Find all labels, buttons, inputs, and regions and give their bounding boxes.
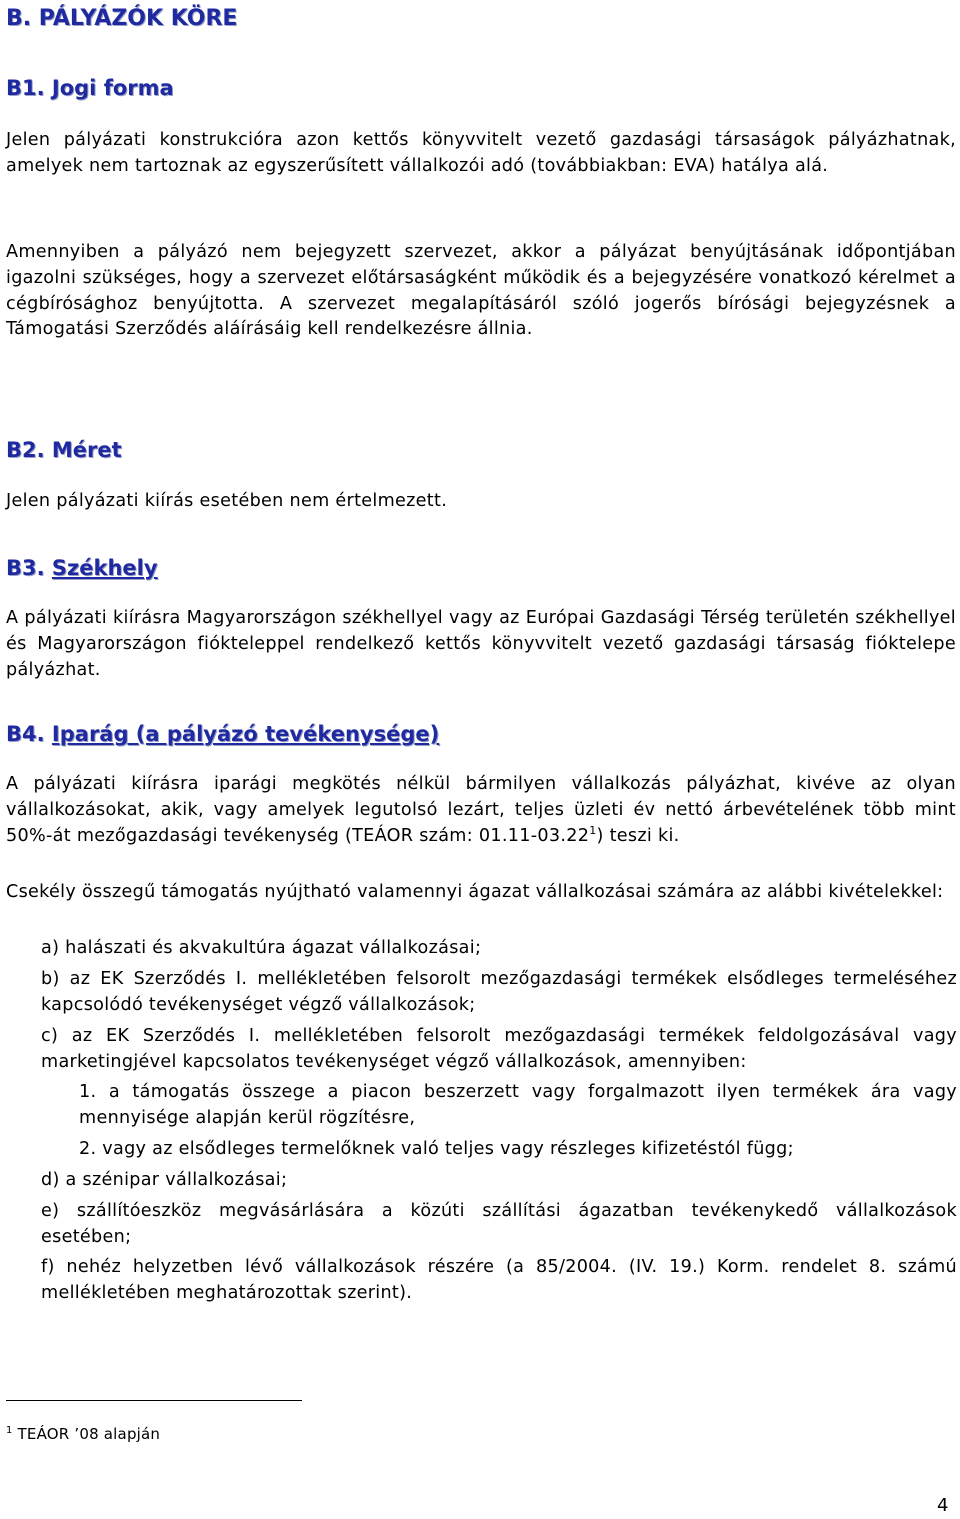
b4-paragraph-1-text: A pályázati kiírásra iparági megkötés nélkül bármilyen vállalkozás pályázhat, kivéve az olyan vállalkozásokat, akik, vagy amelyek legutolsó lezárt, teljes üzleti év nettó árbevételének több mint 50%-át mezőgazdasági tevékenység (TEÁOR szám: 01.11-03.22	[6, 774, 956, 846]
footnote-reference[interactable]: 1	[589, 823, 597, 837]
list-item-f: f) nehéz helyzetben lévő vállalkozások részére (a 85/2004. (IV. 19.) Korm. rendelet 8. számú mellékletében meghatározottak szerint).	[41, 1257, 957, 1303]
section-title: B. PÁLYÁZÓK KÖRE	[6, 6, 238, 31]
b1-paragraph-1: Jelen pályázati konstrukcióra azon kettős könyvvitelt vezető gazdasági társaságok pályázhatnak, amelyek nem tartoznak az egyszerűsített vállalkozói adó (továbbiakban: EVA) hatálya alá.	[6, 130, 956, 176]
b2-heading: B2. Méret	[6, 438, 122, 462]
list-subitem-1: 1. a támogatás összege a piacon beszerzett vagy forgalmazott ilyen termékek ára vagy mennyisége alapján kerül rögzítésre,	[79, 1082, 957, 1128]
list-item-a: a) halászati és akvakultúra ágazat vállalkozásai;	[41, 938, 482, 958]
b4-heading-prefix: B4.	[6, 722, 52, 746]
footnote	[6, 1424, 160, 1444]
b3-heading	[6, 555, 158, 581]
b1-paragraph-2: Amennyiben a pályázó nem bejegyzett szervezet, akkor a pályázat benyújtásának időpontjában igazolni szükséges, hogy a szervezet előtársaságként működik és a bejegyzésére vonatkozó kérelmet a cégbírósághoz benyújtotta. A szervezet megalapításáról szóló jogerős bírósági bejegyzésnek a Támogatási Szerződés aláírásáig kell rendelkezésre állnia.	[6, 242, 956, 340]
list-item-b: b) az EK Szerződés I. mellékletében felsorolt mezőgazdasági termékek elsődleges termeléséhez kapcsolódó tevékenységet végző vállalkozások;	[41, 969, 957, 1015]
b4-heading-main: Iparág (a pályázó tevékenysége)	[51, 722, 440, 746]
b4-paragraph-2: Csekély összegű támogatás nyújtható valamennyi ágazat vállalkozásai számára az alábbi kivételekkel:	[6, 882, 944, 902]
list-subitem-2: 2. vagy az elsődleges termelőknek való teljes vagy részleges kifizetéstól függ;	[79, 1139, 794, 1159]
b3-heading-prefix: B3.	[6, 556, 52, 580]
page-number: 4	[937, 1495, 949, 1516]
list-item-e: e) szállítóeszköz megvásárlására a közúti szállítási ágazatban tevékenykedő vállalkozások esetében;	[41, 1201, 957, 1247]
b4-paragraph-1-tail: ) teszi ki.	[596, 825, 680, 846]
b3-heading-main: Székhely	[51, 556, 158, 580]
b3-paragraph-1: A pályázati kiírásra Magyarországon székhellyel vagy az Európai Gazdasági Térség területén székhellyel és Magyarországon fiókteleppel rendelkező kettős könyvvitelt vezető gazdasági társaság fióktelepe pályázhat.	[6, 608, 956, 680]
list-item-c: c) az EK Szerződés I. mellékletében felsorolt mezőgazdasági termékek feldolgozásával vagy marketingjével kapcsolatos tevékenységet végző vállalkozások, amennyiben:	[41, 1026, 957, 1072]
b4-heading	[6, 721, 439, 747]
b4-paragraph-1	[6, 772, 956, 849]
list-item-d: d) a szénipar vállalkozásai;	[41, 1170, 288, 1190]
footnote-separator	[6, 1400, 302, 1401]
footnote-text: TEÁOR ’08 alapján	[17, 1425, 161, 1443]
footnote-mark: 1	[6, 1425, 13, 1436]
b1-heading: B1. Jogi forma	[6, 76, 174, 100]
b2-paragraph-1: Jelen pályázati kiírás esetében nem értelmezett.	[6, 491, 448, 511]
